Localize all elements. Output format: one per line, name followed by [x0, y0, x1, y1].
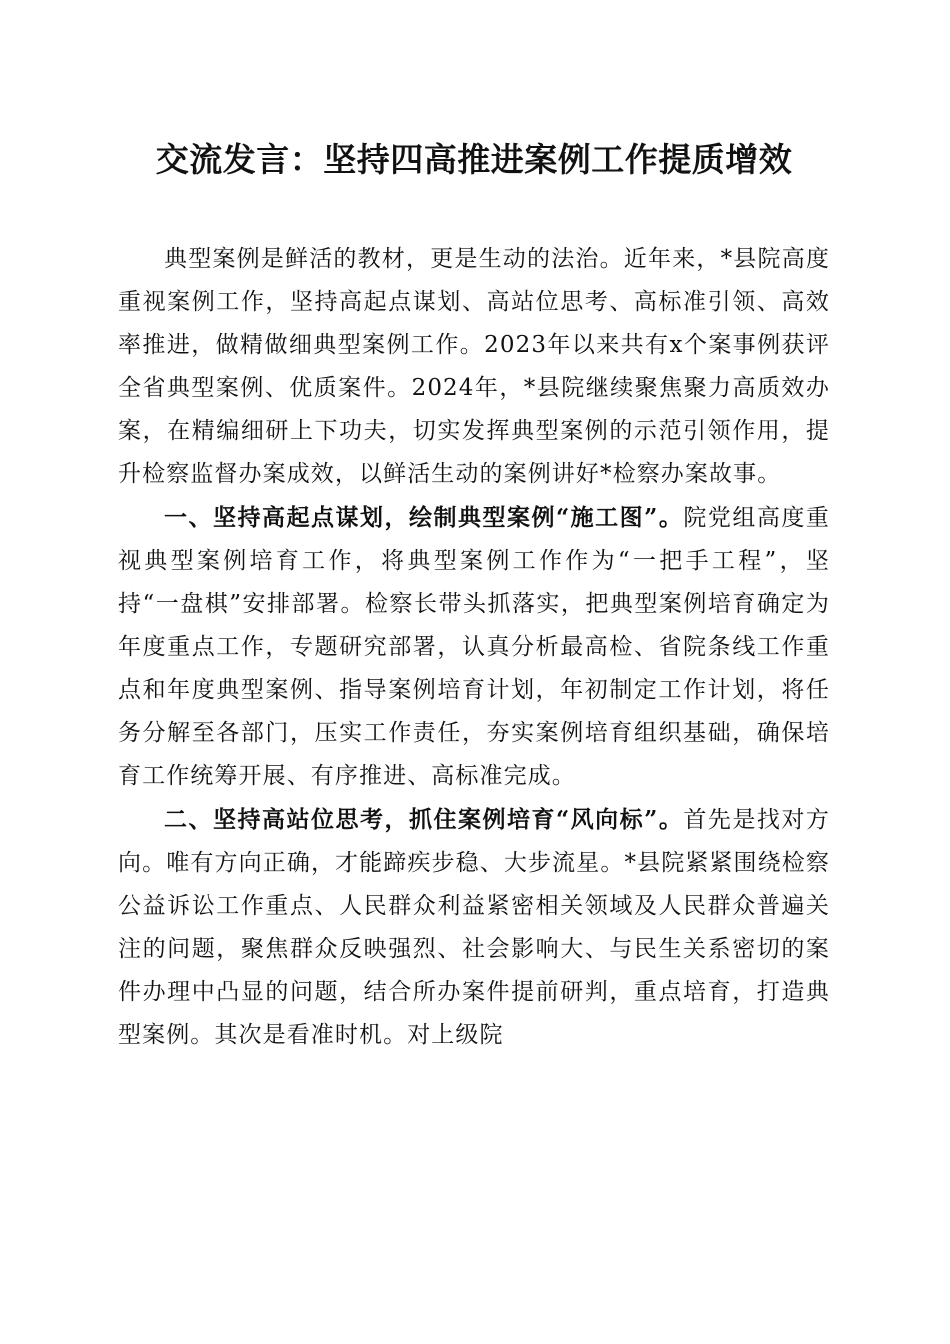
section-1-text: 院党组高度重视典型案例培育工作，将典型案例工作作为“一把手工程”，坚持“一盘棋”安排部署。检察长带头抓落实，把典型案例培育确定为年度重点工作，专题研究部署，认真分析最高检、省院条线工作重点和年度典型案例、指导案例培育计划，年初制定工作计划，将任务分解至各部门，压实工作责任，夯实案例培育组织基础，确保培育工作统筹开展、有序推进、高标准完成。 — [118, 505, 830, 789]
document-title: 交流发言：坚持四高推进案例工作提质增效 — [155, 140, 793, 179]
intro-paragraph-text: 典型案例是鲜活的教材，更是生动的法治。近年来，*县院高度重视案例工作，坚持高起点谋划、高站位思考、高标准引领、高效率推进，做精做细典型案例工作。2023年以来共有x个案事例获评全省典型案例、优质案件。2024年，*县院继续聚焦聚力高质效办案，在精编细研上下功夫，切实发挥典型案例的示范引领作用，提升检察监督办案成效，以鲜活生动的案例讲好*检察办案故事。 — [118, 246, 830, 487]
document-page — [118, 130, 830, 1057]
section-1-paragraph — [118, 496, 830, 798]
section-2-text: 首先是找对方向。唯有方向正确，才能蹄疾步稳、大步流星。*县院紧紧围绕检察公益诉讼工作重点、人民群众利益紧密相关领域及人民群众普遍关注的问题，聚焦群众反映强烈、社会影响大、与民生关系密切的案件办理中凸显的问题，结合所办案件提前研判，重点培育，打造典型案例。其次是看准时机。对上级院 — [118, 807, 830, 1048]
intro-paragraph — [118, 238, 830, 496]
section-2-paragraph — [118, 798, 830, 1057]
section-1-heading: 一、坚持高起点谋划，绘制典型案例“施工图”。 — [164, 504, 684, 531]
section-2-heading: 二、坚持高站位思考，抓住案例培育“风向标”。 — [164, 806, 684, 833]
